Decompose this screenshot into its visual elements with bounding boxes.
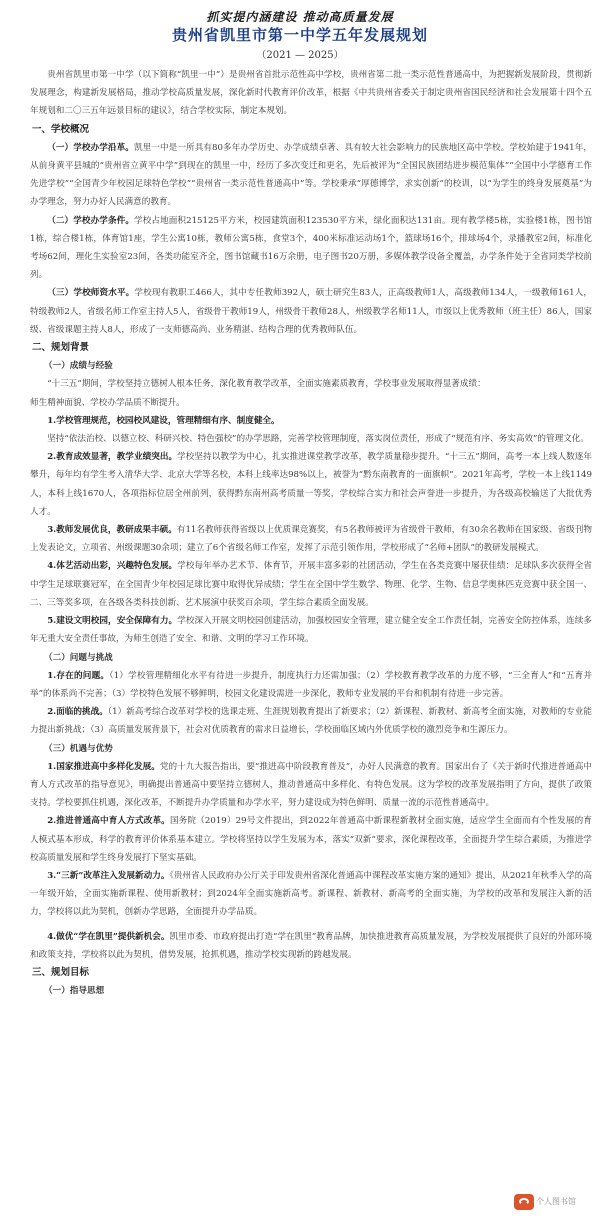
document-body (30, 66, 592, 1000)
paragraph-lead: 1.存在的问题。 (47, 670, 110, 681)
paragraph-text: 国务院（2019）29号文件提出，到2022年普通高中新课程新教材全面实施，适应学生全面而有个性发展的育人模式基本形成，科学的教育评价体系基本建立。学校将坚持以学生发展为本，落实“双新”要求，深化课程改革，全面提升学生综合素质，为推进学校高质量发展和学生终身发展打下坚实基础。 (30, 816, 592, 863)
section-heading: 二、规划背景 (32, 342, 90, 354)
paragraph-lead: 4.体艺活动出彩，兴趣特色发展。 (47, 561, 178, 572)
paragraph (30, 928, 592, 964)
paragraph-text: 师生精神面貌、学校办学品质不断提升。 (30, 397, 185, 408)
paragraph-text: （1）新高考综合改革对学校的选课走班、生涯规划教育提出了新要求；（2）新课程、新教材、新高考全面实施，对教师的专业能力提出新挑战；（3）高质量发展背景下，社会对优质教育的需求日益增长，学校面临区域内外优质学校的激烈竞争和生源压力。 (30, 707, 592, 736)
paragraph-text: 学校深入开展文明校园创建活动，加强校园安全管理，建立健全安全工作责任制，完善安全防控体系，连续多年无重大安全责任事故，为师生创造了安全、和谐、文明的学习工作环境。 (30, 616, 592, 645)
paragraph (30, 212, 592, 285)
paragraph-text: “十三五”期间，学校坚持立德树人根本任务，深化教育教学改革，全面实施素质教育，学校事业发展取得显著成绩： (47, 379, 486, 390)
list-item-heading: 1.学校管理规范，校园校风建设，管理精细有序、制度健全。 (47, 415, 280, 426)
document-years: （2021 — 2025） (256, 50, 344, 61)
paragraph-text: 凯里一中是一所具有80多年办学历史、办学成绩卓著、具有较大社会影响力的民族地区高中学校。学校始建于1941年，从前身黄平县城的“贵州省立黄平中学”到现在的凯里一中，经历了多次变迁和更名，先后被评为“全国民族团结进步模范集体”“全国中小学德育工作先进学校”“全国青少年校园足球特色学校”“贵州省一类示范性普通高中”等。学校秉承“厚德博学，求实创新”的校训，以“为学生的终身发展奠基”为办学理念，努力办好人民满意的教育。 (30, 142, 592, 208)
paragraph-text: 凯里市委、市政府提出打造“学在凯里”教育品牌，加快推进教育高质量发展，为学校发展提供了良好的外部环境和政策支持，学校将以此为契机，借势发展，抢抓机遇，推动学校实现新的跨越发展。 (30, 931, 592, 960)
subsection-heading: （二）问题与挑战 (44, 652, 113, 663)
paragraph-lead: 2.教育成效显著，教学业绩突出。 (47, 452, 178, 463)
paragraph-text: 学校占地面积215125平方米，校园建筑面积123530平方米，绿化面积达131亩。现有教学楼5栋，实验楼1栋，图书馆1栋，综合楼1栋，体育馆1座，学生公寓10栋，教师公寓5栋，食堂3个，400米标准运动场1个，篮球场16个，排球场4个，录播教室2间，标准化考场62间，理化生实验室23间，各类功能室齐全，图书馆藏书16万余册，电子图书20万册，多媒体教学设备全覆盖，办学条件处于全省同类学校前列。 (30, 215, 592, 281)
paragraph-lead: 4.做优“学在凯里”提供新机会。 (47, 931, 170, 942)
paragraph-text: 学校坚持以教学为中心，扎实推进课堂教学改革，教学质量稳步提升。“十三五”期间，高考一本上线人数逐年攀升，每年均有学生考入清华大学、北京大学等名校，本科上线率达98%以上，被誉为“黔东南教育的一面旗帜”。2021年高考，学校一本上线1149人，本科上线1670人，各项指标位居全州前列，获得黔东南州高考质量一等奖，学校综合实力和社会声誉进一步提升，为各级高校输送了大批优秀人才。 (30, 452, 592, 517)
paragraph-lead: （三）学校师资水平。 (47, 288, 135, 299)
paragraph (30, 612, 592, 648)
paragraph-lead: 3.教师发展优良，教研成果丰硕。 (47, 525, 177, 536)
paragraph (30, 812, 592, 867)
subsection-heading: （三）机遇与优势 (44, 743, 113, 754)
site-logo-icon (514, 1194, 534, 1210)
paragraph (30, 667, 592, 703)
paragraph (30, 284, 592, 339)
paragraph-lead: 5.建设文明校园，安全保障有力。 (47, 616, 178, 627)
paragraph-lead: （一）学校办学沿革。 (47, 142, 134, 153)
watermark-text: 个人图书馆 (536, 1197, 576, 1206)
paragraph-text: 党的十九大报告指出，要“推进高中阶段教育普及”，办好人民满意的教育。国家出台了《关于新时代推进普通高中育人方式改革的指导意见》，明确提出普通高中要坚持立德树人，推动普通高中多样化、有特色发展。这为学校的改革发展指明了方向，提供了政策支持。学校要抓住机遇，深化改革，不断提升办学质量和办学水平，努力建设成为特色鲜明、质量一流的示范性普通高中。 (30, 761, 592, 809)
paragraph-text: 坚持“依法治校、以德立校、科研兴校、特色强校”的办学思路，完善学校管理制度，落实岗位责任，形成了“规范有序、务实高效”的管理文化。 (47, 434, 589, 445)
paragraph-lead: 2.推进普通高中育人方式改革。 (47, 816, 170, 827)
paragraph (30, 521, 592, 557)
paragraph (30, 758, 592, 813)
paragraph-text: 学校每年举办艺术节、体育节，开展丰富多彩的社团活动，学生在各类竞赛中屡获佳绩：足球队多次获得全省中学生足球联赛冠军，在全国青少年校园足球比赛中取得优异成绩；学生在全国中学生数学、物理、化学、生物、信息学奥林匹克竞赛中获全国一、二、三等奖多项，在各级各类科技创新、艺术展演中获奖百余项，学生综合素质全面发展。 (30, 561, 592, 608)
document-slogan: 抓实提内涵建设 推动高质量发展 (206, 10, 394, 24)
paragraph-lead: 2.面临的挑战。 (47, 707, 108, 718)
site-watermark (514, 1192, 594, 1214)
paragraph (30, 557, 592, 612)
section-heading: 三、规划目标 (32, 966, 90, 978)
paragraph-text: 有11名教师获得省级以上优质课竞赛奖，有5名教师被评为省级骨干教师，有30余名教师在国家级、省级刊物上发表论文，立项省、州级课题30余项；建立了6个省级名师工作室，发挥了示范引领作用，学校形成了“名师+团队”的教研发展模式。 (30, 525, 592, 554)
paragraph (30, 703, 592, 739)
paragraph-lead: 3.“三新”改革注入发展新动力。 (47, 870, 170, 881)
paragraph-text: 学校现有教职工466人，其中专任教师392人，硕士研究生83人，正高级教师1人，高级教师134人，一级教师161人，特级教师2人，省级名师工作室主持人5人，省级骨干教师19人，州级骨干教师28人，州级教学名师11人，市级以上优秀教师（班主任）86人，国家级、省级课题主持人8人，形成了一支师德高尚、业务精湛、结构合理的优秀教师队伍。 (30, 288, 592, 335)
paragraph-text: （1）学校管理精细化水平有待进一步提升，制度执行力还需加强；（2）学校教育教学改革的力度不够，“三全育人”和“五育并举”的体系尚不完善；（3）学校特色发展不够鲜明，校园文化建设需进一步深化，教师专业发展的平台和机制有待进一步完善。 (30, 670, 592, 699)
section-heading: 一、学校概况 (32, 123, 90, 135)
intro-paragraph: 贵州省凯里市第一中学（以下简称“凯里一中”）是贵州省首批示范性高中学校，贵州省第二批一类示范性普通高中，为把握新发展阶段，贯彻新发展理念，构建新发展格局，推动学校高质量发展，深化新时代教育评价改革，根据《中共贵州省委关于制定贵州省国民经济和社会发展第十四个五年规划和二〇三五年远景目标的建议》，结合学校实际，制定本规划。 (30, 70, 592, 117)
paragraph-lead: （二）学校办学条件。 (47, 215, 135, 226)
document-title: 贵州省凯里市第一中学五年发展规划 (171, 26, 428, 44)
subsection-heading: （一）成绩与经验 (44, 361, 113, 372)
paragraph (30, 139, 592, 212)
paragraph (30, 867, 592, 922)
paragraph-lead: 1.国家推进高中多样化发展。 (47, 761, 160, 772)
subsection-heading: （一）指导思想 (44, 986, 105, 997)
paragraph (30, 448, 592, 521)
paragraph-text: 《贵州省人民政府办公厅关于印发贵州省深化普通高中课程改革实施方案的通知》提出，从2021年秋季入学的高一年级开始，全面实施新课程、使用新教材；到2024年全面实施新高考。新课程、新教材、新高考的全面实施，为学校的改革和发展注入新的活力，学校将以此为契机，创新办学思路，全面提升办学品质。 (30, 870, 592, 918)
